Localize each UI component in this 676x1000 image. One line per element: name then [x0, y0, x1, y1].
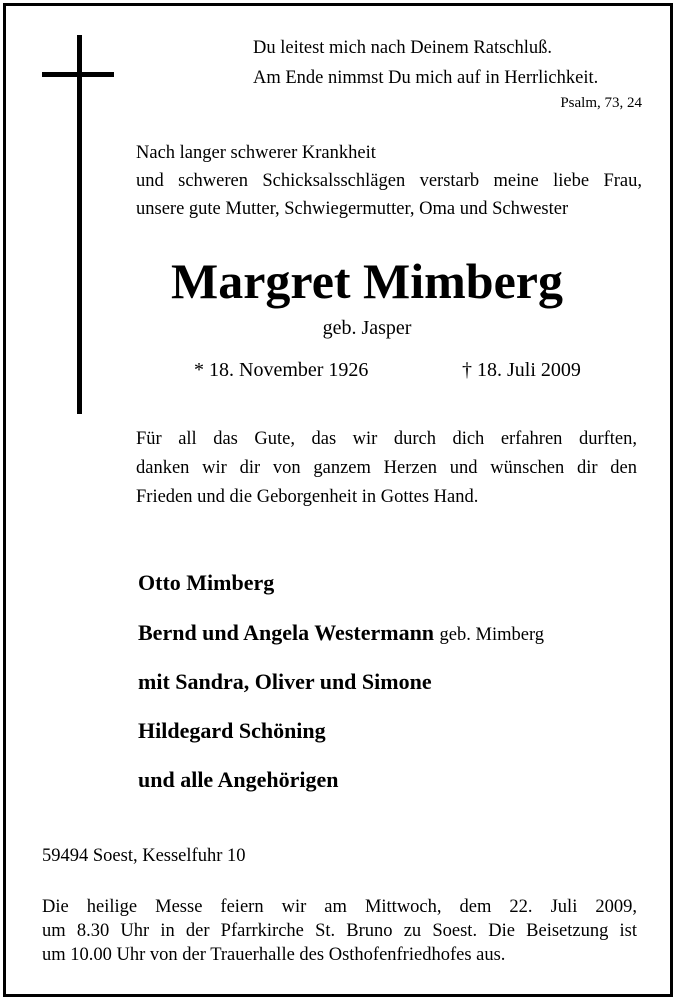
birth-date: * 18. November 1926 — [194, 359, 369, 381]
maiden-name: geb. Jasper — [322, 317, 412, 339]
psalm-line-2: Am Ende nimmst Du mich auf in Herrlichkeit. — [253, 68, 599, 88]
mourner-hildegard: Hildegard Schöning — [138, 718, 326, 743]
mourner-bernd-angela — [138, 618, 544, 650]
intro-line-2: und schweren Schicksalsschlägen verstarb meine liebe Frau, — [136, 171, 642, 191]
intro-line-1: Nach langer schwerer Krankheit — [136, 143, 376, 163]
service-line-3: um 10.00 Uhr von der Trauerhalle des Osthofenfriedhofes aus. — [42, 945, 506, 965]
mourner-bernd-angela-suffix: geb. Mimberg — [439, 625, 545, 645]
death-date: † 18. Juli 2009 — [462, 359, 581, 381]
thanks-line-1: Für all das Gute, das wir durch dich erfahren durften, — [136, 429, 637, 449]
intro-paragraph — [136, 139, 642, 223]
cross-horizontal-bar — [42, 72, 114, 77]
obituary-notice — [3, 3, 673, 997]
service-line-1: Die heilige Messe feiern wir am Mittwoch, dem 22. Juli 2009, — [42, 897, 637, 917]
mourner-children: mit Sandra, Oliver und Simone — [138, 669, 432, 694]
deceased-name: Margret Mimberg — [171, 253, 563, 309]
intro-line-3: unsere gute Mutter, Schwiegermutter, Oma und Schwester — [136, 199, 569, 219]
thanks-line-2: danken wir dir von ganzem Herzen und wünschen dir den — [136, 458, 637, 478]
cross-vertical-bar — [77, 35, 82, 414]
psalm-reference: Psalm, 73, 24 — [560, 95, 642, 111]
thanks-line-3: Frieden und die Geborgenheit in Gottes Hand. — [136, 487, 479, 507]
mourner-otto: Otto Mimberg — [138, 570, 275, 595]
thanks-paragraph — [136, 425, 637, 512]
family-address: 59494 Soest, Kesselfuhr 10 — [42, 846, 246, 866]
psalm-line-1: Du leitest mich nach Deinem Ratschluß. — [253, 38, 553, 58]
service-line-2: um 8.30 Uhr in der Pfarrkirche St. Bruno zu Soest. Die Beisetzung ist — [42, 921, 637, 941]
mourner-relatives: und alle Angehörigen — [138, 767, 339, 792]
mourner-bernd-angela-name: Bernd und Angela Westermann — [138, 620, 435, 645]
service-paragraph — [42, 895, 637, 967]
